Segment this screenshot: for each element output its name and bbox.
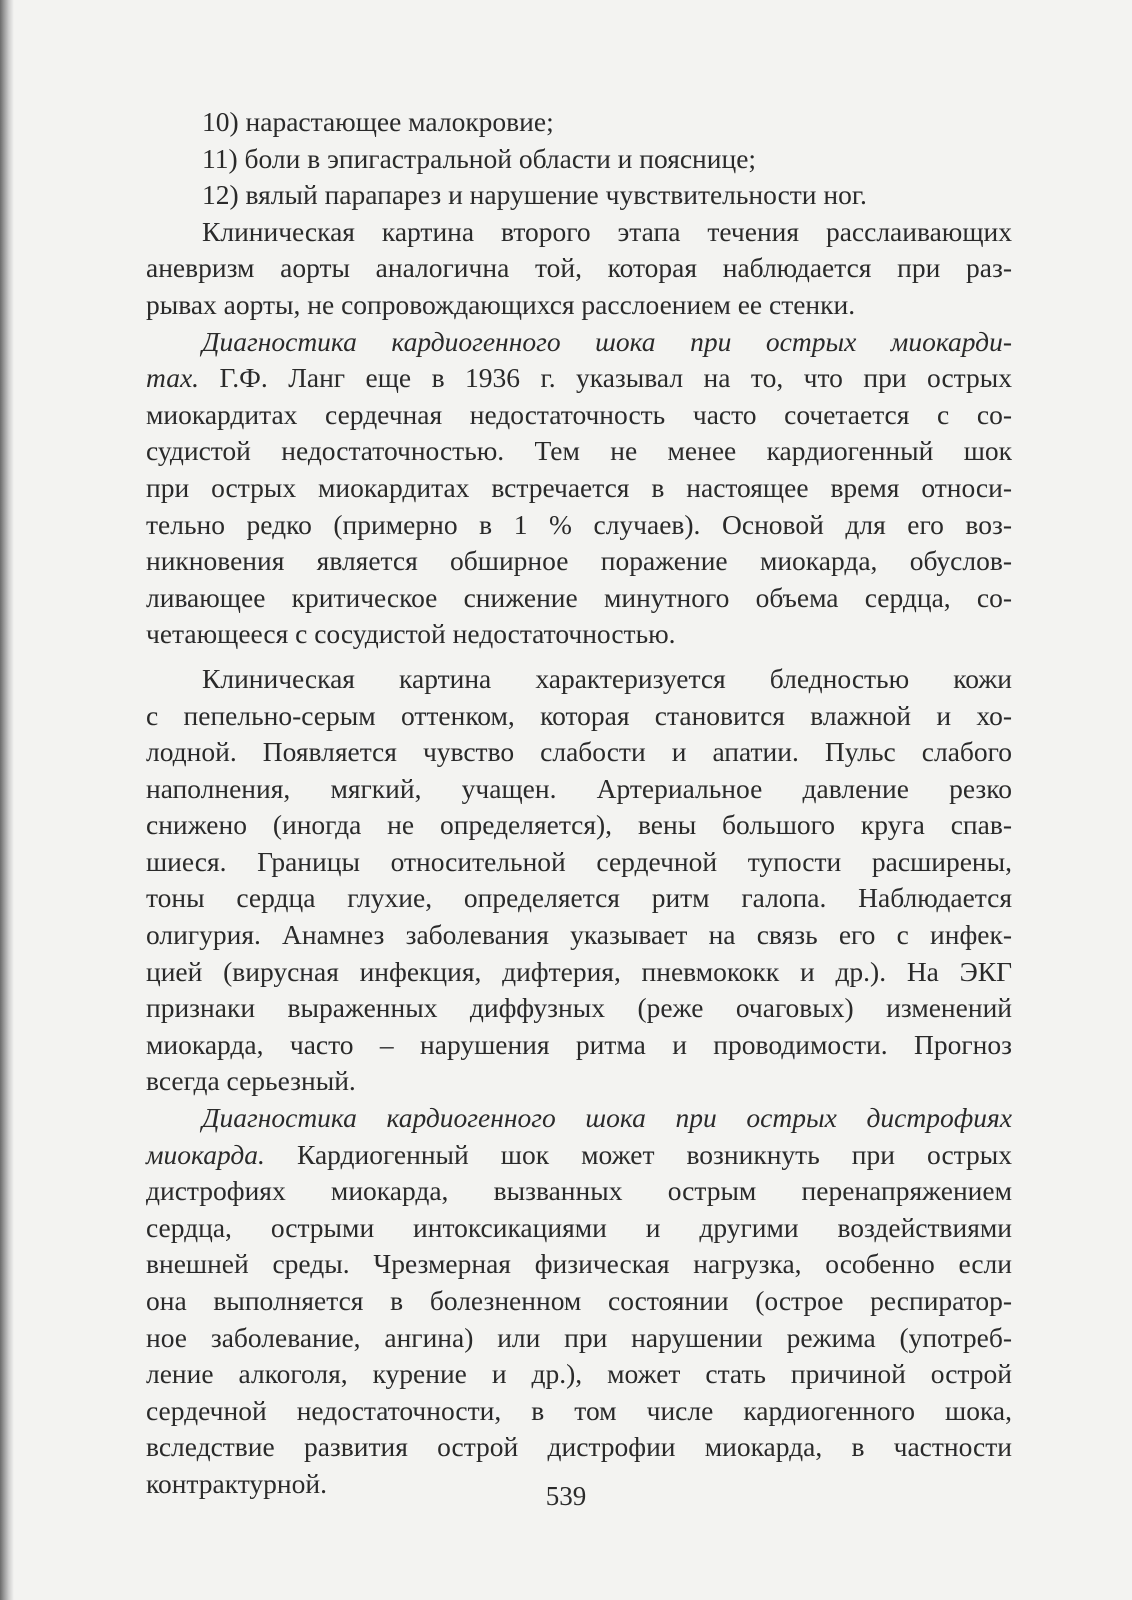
text-line: всегда серьезный. [146,1065,356,1097]
text-fragment: Кардиогенный шок может возникнуть при острых [264,1138,1012,1170]
page-number: 539 [545,1481,587,1511]
text-line: миокардитах сердечная недостаточность часто сочетается с со- [146,398,1012,430]
page-text [146,104,1012,1503]
text-fragment: Г.Ф. Ланг еще в 1936 г. указывал на то, что при острых [199,362,1012,394]
text-line: сердечной недостаточности, в том числе кардиогенного шока, [146,1394,1012,1426]
text-line: судистой недостаточностью. Тем не менее кардиогенный шок [146,435,1012,467]
text-line: цией (вирусная инфекция, дифтерия, пневмококк и др.). На ЭКГ [146,955,1012,987]
section-heading-end: миокарда. [146,1138,265,1170]
text-line: лодной. Появляется чувство слабости и апатии. Пульс слабого [146,736,1012,768]
text-line: ное заболевание, ангина) или при нарушении режима (употреб- [146,1321,1012,1353]
paragraph [146,661,1012,1100]
text-line: четающееся с сосудистой недостаточностью. [146,618,676,650]
text-line: тоны сердца глухие, определяется ритм галопа. Наблюдается [146,882,1012,914]
text-line: аневризм аорты аналогична той, которая наблюдается при раз- [146,252,1012,284]
text-line: снижено (иногда не определяется), вены большого круга спав- [146,809,1012,841]
paragraph [146,214,1012,324]
text-line: миокарда, часто – нарушения ритма и проводимости. Прогноз [146,1028,1012,1060]
text-line: сердца, острыми интоксикациями и другими воздействиями [146,1211,1012,1243]
text-line: контрактурной. [146,1467,327,1499]
paragraph-gap [146,653,1012,661]
section-heading: Диагностика кардиогенного шока при острых дистрофиях [202,1102,1012,1134]
text-line: ление алкоголя, курение и др.), может стать причиной острой [146,1358,1012,1390]
text-line: никновения является обширное поражение миокарда, обуслов- [146,545,1012,577]
paragraph [146,324,1012,653]
text-line: олигурия. Анамнез заболевания указывает на связь его с инфек- [146,919,1012,951]
text-line: дистрофиях миокарда, вызванных острым перенапряжением [146,1175,1012,1207]
text-line: Клиническая картина второго этапа течения расслаивающих [202,215,1012,247]
list-item: 12) вялый парапарез и нарушение чувствительности ног. [202,179,867,211]
text-line: тельно редко (примерно в 1 % случаев). Основой для его воз- [146,508,1012,540]
text-line: шиеся. Границы относительной сердечной тупости расширены, [146,845,1012,877]
text-line: Клиническая картина характеризуется бледностью кожи [202,662,1012,694]
text-line: внешней среды. Чрезмерная физическая нагрузка, особенно если [146,1248,1012,1280]
text-line: рывах аорты, не сопровождающихся расслоением ее стенки. [146,288,856,320]
paragraph [146,1100,1012,1503]
list-item: 10) нарастающее малокровие; [202,106,554,137]
text-line: наполнения, мягкий, учащен. Артериальное давление резко [146,772,1012,804]
text-line: признаки выраженных диффузных (реже очаговых) изменений [146,992,1012,1024]
list-item: 11) боли в эпигастральной области и пояснице; [202,142,757,174]
text-line: с пепельно-серым оттенком, которая становится влажной и хо- [146,699,1012,731]
text-line: при острых миокардитах встречается в настоящее время относи- [146,471,1012,503]
section-heading: Диагностика кардиогенного шока при острых миокарди- [202,325,1012,357]
text-line: вследствие развития острой дистрофии миокарда, в частности [146,1431,1012,1463]
text-line: она выполняется в болезненном состоянии (острое респиратор- [146,1285,1012,1316]
text-line [146,360,1012,397]
text-line [146,1137,1012,1174]
book-spine-shadow [0,0,14,1600]
section-heading-end: тах. [146,362,200,394]
text-line: ливающее критическое снижение минутного объема сердца, со- [146,581,1012,613]
